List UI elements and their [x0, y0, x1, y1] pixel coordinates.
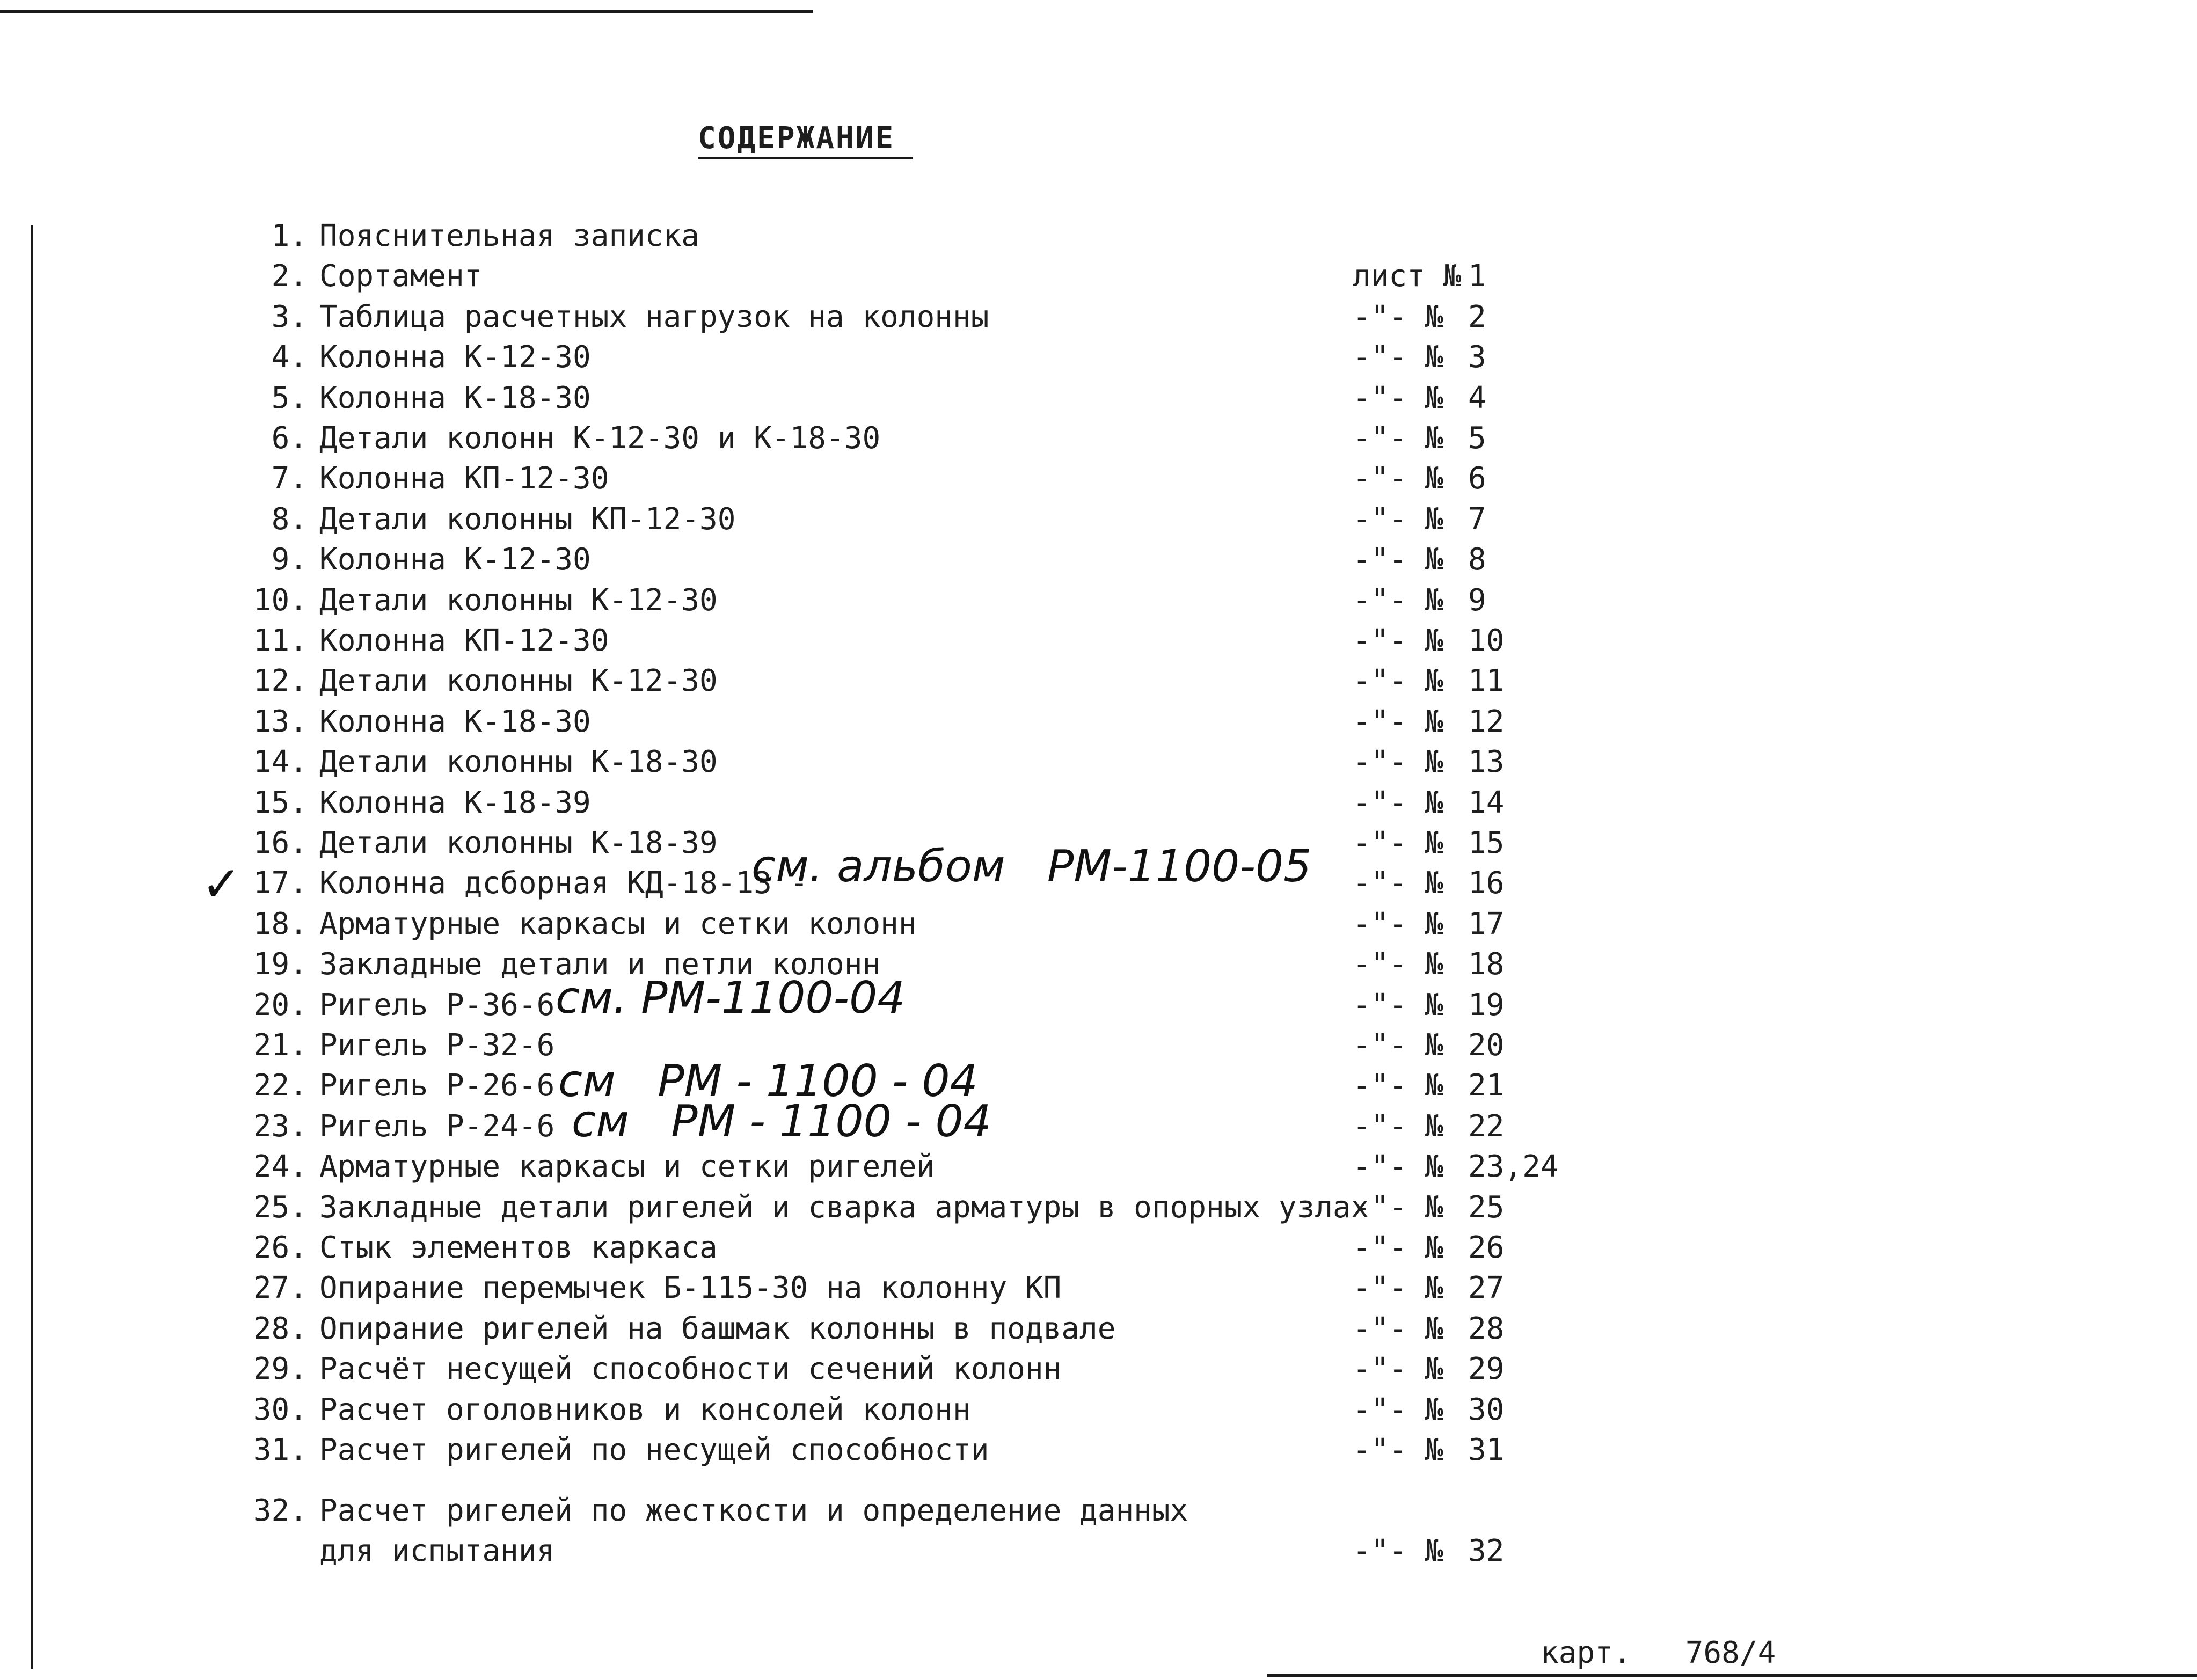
sheet-label: -"- №	[1353, 1068, 1443, 1103]
list-item	[0, 503, 2197, 544]
document-title: СОДЕРЖАНИЕ	[698, 121, 895, 156]
list-item	[0, 260, 2197, 301]
item-number: 4.	[271, 340, 308, 375]
handwritten-note-item17: см. альбом РМ-1100-05	[751, 841, 1312, 892]
list-item	[0, 1111, 2197, 1151]
sheet-number: 32	[1468, 1533, 1505, 1568]
sheet-label: -"- №	[1353, 663, 1443, 698]
item-number: 32.	[253, 1493, 308, 1528]
sheet-label: -"- №	[1353, 1433, 1443, 1467]
list-item	[0, 1151, 2197, 1191]
sheet-label: -"- №	[1353, 542, 1443, 577]
item-number: 15.	[253, 785, 308, 820]
list-item	[0, 1313, 2197, 1353]
item-number: 10.	[253, 583, 308, 618]
list-item	[0, 341, 2197, 382]
sheet-label: -"- №	[1353, 381, 1443, 415]
sheet-number: 11	[1468, 663, 1505, 698]
sheet-label: -"- №	[1353, 1109, 1443, 1144]
sheet-number: 29	[1468, 1352, 1505, 1386]
item-text: Сортамент	[319, 259, 483, 294]
sheet-label: -"- №	[1353, 704, 1443, 739]
handwritten-note-item22: см РМ - 1100 - 04	[558, 1056, 978, 1107]
item-text: Колонна КП-12-30	[319, 623, 609, 658]
item-number: 14.	[253, 744, 308, 779]
list-item	[0, 625, 2197, 665]
list-item	[0, 706, 2197, 746]
item-text: Детали колонн К-12-30 и К-18-30	[319, 421, 881, 456]
item-number: 17.	[253, 866, 308, 901]
title-underline	[698, 157, 913, 159]
list-item	[0, 1192, 2197, 1232]
item-number: 22.	[253, 1068, 308, 1103]
item-number: 1.	[271, 218, 308, 253]
item-text: Колонна К-12-30	[319, 340, 591, 375]
item-number: 13.	[253, 704, 308, 739]
sheet-label: -"- №	[1353, 826, 1443, 860]
item-number: 27.	[253, 1270, 308, 1305]
item-text: Детали колонны К-12-30	[319, 583, 718, 618]
item-text: Ригель Р-26-6	[319, 1068, 555, 1103]
sheet-label: -"- №	[1353, 1230, 1443, 1265]
sheet-label: -"- №	[1353, 866, 1443, 901]
item-number: 2.	[271, 259, 308, 294]
sheet-number: 13	[1468, 744, 1505, 779]
list-item	[0, 1029, 2197, 1070]
list-item	[0, 665, 2197, 705]
list-item	[0, 301, 2197, 341]
item-number: 7.	[271, 461, 308, 496]
item-text: Колонна К-18-30	[319, 381, 591, 415]
sheet-label: -"- №	[1353, 1311, 1443, 1346]
sheet-label: -"- №	[1353, 907, 1443, 941]
list-item	[0, 463, 2197, 503]
sheet-number: 9	[1468, 583, 1486, 618]
sheet-label: -"- №	[1353, 744, 1443, 779]
sheet-number: 12	[1468, 704, 1505, 739]
item-text: Колонна К-18-30	[319, 704, 591, 739]
sheet-label: -"- №	[1353, 947, 1443, 982]
item-text: Ригель Р-24-6	[319, 1109, 555, 1144]
sheet-number: 26	[1468, 1230, 1505, 1265]
sheet-number: 3	[1468, 340, 1486, 375]
top-rule	[0, 10, 813, 13]
list-item	[0, 908, 2197, 948]
sheet-number: 1	[1468, 259, 1486, 294]
sheet-label: -"- №	[1353, 1392, 1443, 1427]
item-number: 30.	[253, 1392, 308, 1427]
item-text: Стык элементов каркаса	[319, 1230, 718, 1265]
item-text: Колонна КП-12-30	[319, 461, 609, 496]
item-number: 19.	[253, 947, 308, 982]
sheet-number: 25	[1468, 1190, 1505, 1225]
item-number: 3.	[271, 300, 308, 334]
item-text: Арматурные каркасы и сетки колонн	[319, 907, 917, 941]
list-item	[0, 585, 2197, 625]
item-text: Арматурные каркасы и сетки ригелей	[319, 1149, 935, 1184]
sheet-label: -"- №	[1353, 300, 1443, 334]
sheet-number: 16	[1468, 866, 1505, 901]
item-number: 29.	[253, 1352, 308, 1386]
item-text: Таблица расчетных нагрузок на колонны	[319, 300, 989, 334]
item-text: Закладные детали ригелей и сварка арматуры в опорных узлах	[319, 1190, 1369, 1225]
sheet-label: -"- №	[1353, 583, 1443, 618]
sheet-number: 21	[1468, 1068, 1505, 1103]
list-item	[0, 1495, 2197, 1535]
item-text: Детали колонны К-12-30	[319, 663, 718, 698]
bottom-rule	[1267, 1674, 2197, 1677]
item-number: 28.	[253, 1311, 308, 1346]
item-text: Расчёт несущей способности сечений колонн	[319, 1352, 1062, 1386]
item-text: Расчет оголовников и консолей колонн	[319, 1392, 971, 1427]
sheet-number: 31	[1468, 1433, 1505, 1467]
item-number: 5.	[271, 381, 308, 415]
sheet-number: 27	[1468, 1270, 1505, 1305]
sheet-number: 8	[1468, 542, 1486, 577]
list-item	[0, 382, 2197, 422]
list-item	[0, 1232, 2197, 1272]
sheet-label: -"- №	[1353, 1149, 1443, 1184]
list-item	[0, 1070, 2197, 1110]
sheet-label: -"- №	[1353, 1028, 1443, 1063]
item-text: Детали колонны К-18-30	[319, 744, 718, 779]
list-item	[0, 544, 2197, 584]
item-number: 23.	[253, 1109, 308, 1144]
sheet-number: 15	[1468, 826, 1505, 860]
item-text: Детали колонны КП-12-30	[319, 502, 736, 537]
item-text: Пояснительная записка	[319, 218, 700, 253]
item-text: Колонна К-18-39	[319, 785, 591, 820]
item-number: 12.	[253, 663, 308, 698]
item-number: 26.	[253, 1230, 308, 1265]
item-text: для испытания	[319, 1533, 555, 1568]
sheet-label: -"- №	[1353, 421, 1443, 456]
sheet-number: 14	[1468, 785, 1505, 820]
sheet-number: 30	[1468, 1392, 1505, 1427]
sheet-label: -"- №	[1353, 988, 1443, 1022]
sheet-number: 20	[1468, 1028, 1505, 1063]
sheet-number: 28	[1468, 1311, 1505, 1346]
list-item	[0, 1272, 2197, 1312]
item-text: Ригель Р-32-6	[319, 1028, 555, 1063]
list-item	[0, 1394, 2197, 1434]
item-text: Колонна дсборная КД-18-13 -	[319, 866, 808, 901]
sheet-label: -"- №	[1353, 1270, 1443, 1305]
item-text: Закладные детали и петли колонн	[319, 947, 881, 982]
item-number: 20.	[253, 988, 308, 1022]
list-item	[0, 220, 2197, 260]
sheet-label: лист №	[1353, 259, 1462, 294]
sheet-number: 6	[1468, 461, 1486, 496]
sheet-number: 18	[1468, 947, 1505, 982]
item-text: Ригель Р-36-6	[319, 988, 555, 1022]
sheet-label: -"- №	[1353, 461, 1443, 496]
item-text: Расчет ригелей по жесткости и определение данных	[319, 1493, 1188, 1528]
sheet-number: 10	[1468, 623, 1505, 658]
sheet-number: 23,24	[1468, 1149, 1559, 1184]
item-text: Опирание ригелей на башмак колонны в подвале	[319, 1311, 1116, 1346]
handwritten-note-item20: см. РМ-1100-04	[556, 973, 906, 1024]
sheet-label: -"- №	[1353, 1352, 1443, 1386]
checkmark-icon: ✓	[201, 856, 242, 912]
item-text: Опирание перемычек Б-115-30 на колонну КП	[319, 1270, 1062, 1305]
sheet-label: -"- №	[1353, 340, 1443, 375]
item-text: Детали колонны К-18-39	[319, 826, 718, 860]
list-item	[0, 948, 2197, 989]
sheet-number: 22	[1468, 1109, 1505, 1144]
item-number: 21.	[253, 1028, 308, 1063]
item-number: 9.	[271, 542, 308, 577]
card-number: карт. 768/4	[1541, 1635, 1776, 1670]
sheet-number: 2	[1468, 300, 1486, 334]
sheet-number: 5	[1468, 421, 1486, 456]
sheet-label: -"- №	[1353, 502, 1443, 537]
sheet-number: 4	[1468, 381, 1486, 415]
list-item	[0, 1434, 2197, 1474]
item-number: 6.	[271, 421, 308, 456]
item-number: 24.	[253, 1149, 308, 1184]
item-number: 16.	[253, 826, 308, 860]
sheet-label: -"- №	[1353, 1190, 1443, 1225]
item-text: Колонна К-12-30	[319, 542, 591, 577]
list-item	[0, 787, 2197, 827]
sheet-label: -"- №	[1353, 785, 1443, 820]
item-number: 31.	[253, 1433, 308, 1467]
item-number: 18.	[253, 907, 308, 941]
list-item	[0, 989, 2197, 1029]
item-number: 25.	[253, 1190, 308, 1225]
list-item	[0, 746, 2197, 786]
sheet-number: 17	[1468, 907, 1505, 941]
handwritten-note-item23: см РМ - 1100 - 04	[572, 1096, 991, 1147]
list-item	[0, 1353, 2197, 1393]
list-item	[0, 422, 2197, 463]
item-number: 11.	[253, 623, 308, 658]
sheet-number: 7	[1468, 502, 1486, 537]
list-item	[0, 1535, 2197, 1575]
sheet-number: 19	[1468, 988, 1505, 1022]
sheet-label: -"- №	[1353, 1533, 1443, 1568]
sheet-label: -"- №	[1353, 623, 1443, 658]
item-text: Расчет ригелей по несущей способности	[319, 1433, 989, 1467]
item-number: 8.	[271, 502, 308, 537]
